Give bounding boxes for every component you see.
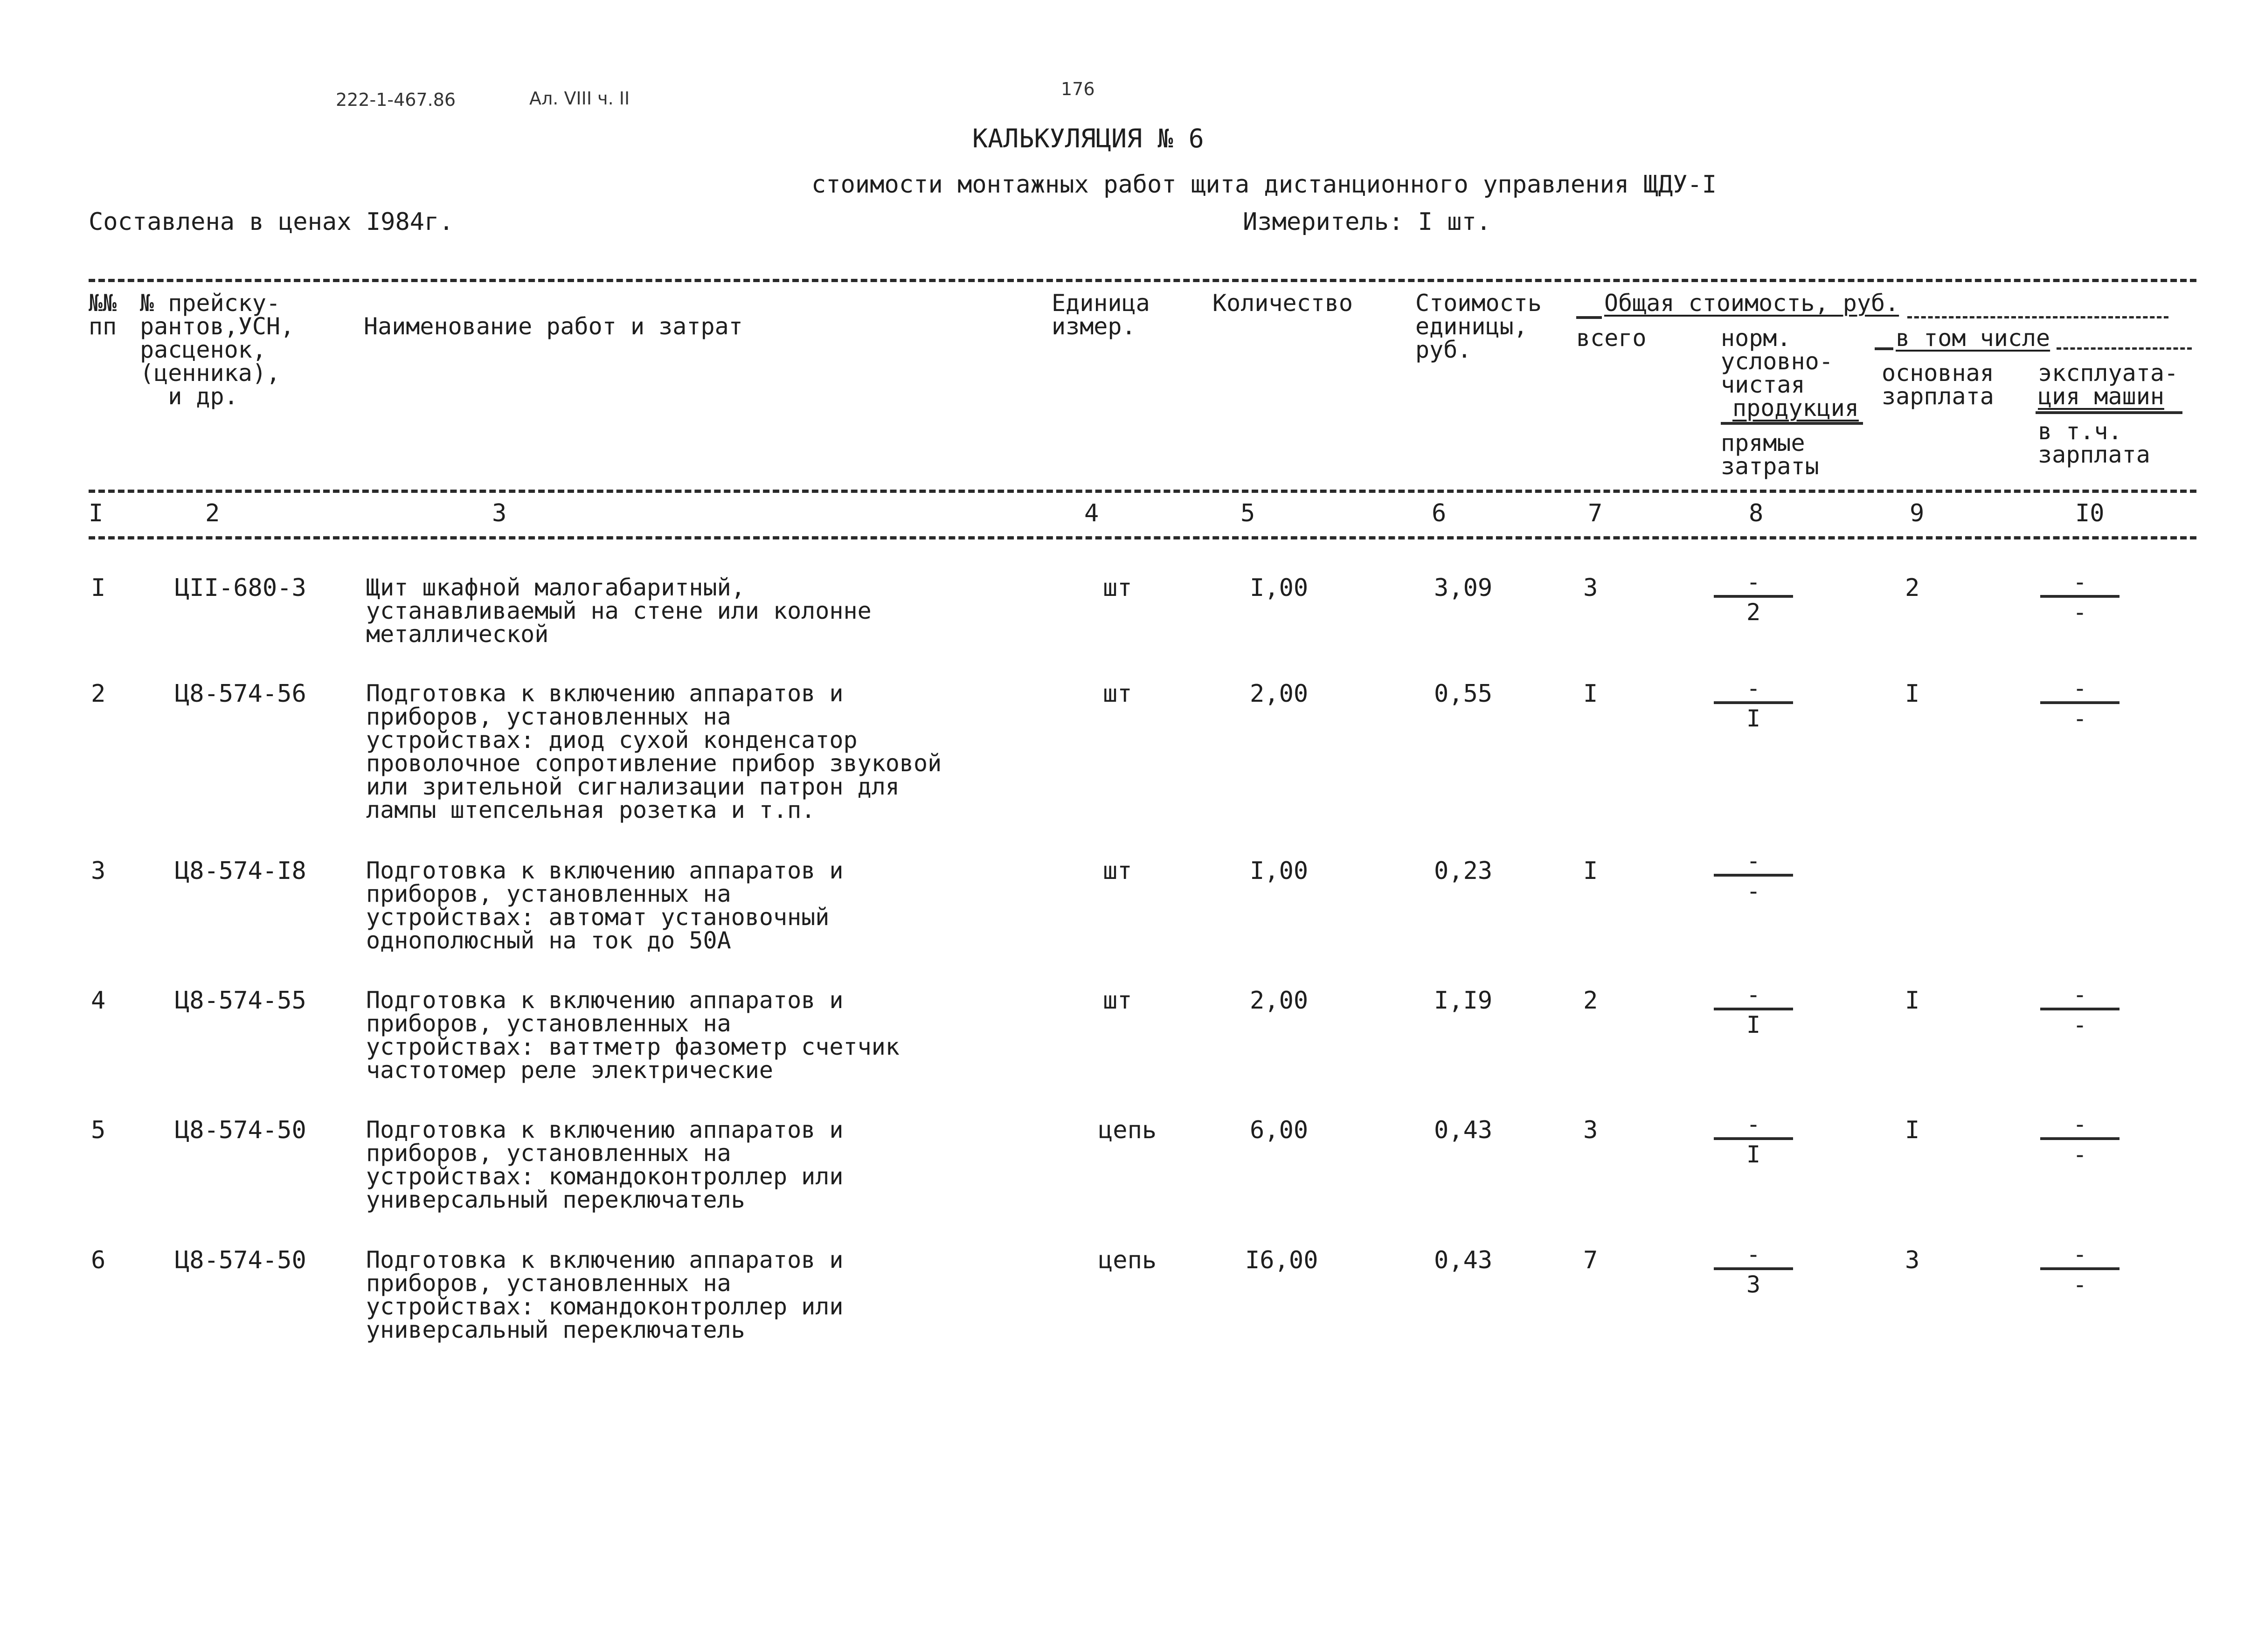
row-6-code: Ц8-574-50 [175,1246,306,1274]
row-6-machines-top: - [2072,1241,2087,1268]
total-cost-rule-right [1907,316,2168,318]
page-title: КАЛЬКУЛЯЦИЯ № 6 [972,124,1204,153]
row-4-norm-fraction [1714,982,1793,1037]
colnum-3: 3 [492,499,507,527]
header-row-number: №№ пп [89,290,117,340]
row-1-quantity: I,00 [1250,574,1309,602]
row-3-norm-bottom: - [1746,878,1761,905]
row-6-norm-top: - [1746,1241,1761,1268]
including-rule-right [2057,347,2192,350]
row-2-total: I [1583,680,1598,708]
row-5-number: 5 [91,1116,106,1144]
machines-divider [2036,411,2182,414]
row-3-code: Ц8-574-I8 [175,857,306,885]
row-4-total: 2 [1583,987,1598,1015]
row-1-unit-cost: 3,09 [1434,574,1493,602]
prices-note: Составлена в ценах I984г. [89,208,454,236]
header-top-rule [89,279,2196,282]
page-number: 176 [1061,79,1095,99]
total-cost-rule-left [1576,316,1602,319]
header-base-salary: основная зарплата [1882,359,1994,410]
row-4-quantity: 2,00 [1250,987,1309,1015]
row-1-norm-bottom: 2 [1746,599,1761,626]
row-4-code: Ц8-574-55 [175,987,306,1015]
header-norm-product: норм. условно- чистая [1721,325,1833,398]
row-2-name: Подготовка к включению аппаратов и приборов, установленных на устройствах: диод сухой конденсатор проволочное сопротивление прибор звуковой или зрительной сигнализации патрон для лампы штепсельная розетка и т.п. [366,680,942,823]
row-2-code: Ц8-574-56 [175,680,306,708]
row-6-norm-fraction [1714,1241,1793,1296]
header-total: всего [1576,325,1647,352]
header-machines-underlined: ция машин [2038,383,2164,410]
row-6-name: Подготовка к включению аппаратов и приборов, установленных на устройствах: командоконтроллер или универсальный переключатель [366,1246,844,1343]
measure-note: Измеритель: I шт. [1243,208,1491,236]
row-1-norm-top: - [1746,568,1761,595]
colnum-7: 7 [1588,499,1603,527]
row-2-norm-top: - [1746,675,1761,702]
row-1-norm-fraction [1714,569,1793,624]
row-6-unit: цепь [1098,1246,1157,1274]
row-3-quantity: I,00 [1250,857,1309,885]
row-2-unit: шт [1103,680,1132,708]
row-4-machines-top: - [2072,981,2087,1008]
header-price-list: № прейску- рантов,УСН, расценок, (ценника), и др. [140,290,295,410]
row-6-norm-bottom: 3 [1746,1271,1761,1298]
colnum-9: 9 [1910,499,1925,527]
row-5-machines-top: - [2072,1111,2087,1138]
row-5-unit: цепь [1098,1116,1157,1144]
row-6-machines-fraction [2040,1241,2119,1296]
row-4-norm-bottom: I [1746,1011,1761,1038]
colnum-6: 6 [1432,499,1447,527]
row-2-quantity: 2,00 [1250,680,1309,708]
row-4-name: Подготовка к включению аппаратов и приборов, установленных на устройствах: ваттметр фазометр счетчик частотомер реле электрические [366,987,900,1084]
row-2-unit-cost: 0,55 [1434,680,1493,708]
row-6-number: 6 [91,1246,106,1274]
row-5-unit-cost: 0,43 [1434,1116,1493,1144]
colnum-1: I [89,499,104,527]
row-5-machines-bottom: - [2072,1141,2087,1168]
row-2-machines-fraction [2040,675,2119,730]
row-6-unit-cost: 0,43 [1434,1246,1493,1274]
row-1-number: I [91,574,106,602]
row-4-salary: I [1905,987,1920,1015]
row-2-machines-bottom: - [2072,705,2087,732]
row-5-name: Подготовка к включению аппаратов и приборов, установленных на устройствах: командоконтроллер или универсальный переключатель [366,1116,844,1213]
row-5-salary: I [1905,1116,1920,1144]
row-4-machines-fraction [2040,982,2119,1037]
row-5-norm-bottom: I [1746,1141,1761,1168]
colnum-2: 2 [205,499,220,527]
header-norm-product-underlined: продукция [1732,394,1859,422]
header-including: в том числе [1896,325,2050,352]
row-6-machines-bottom: - [2072,1271,2087,1298]
row-2-norm-bottom: I [1746,705,1761,732]
including-rule-left [1875,347,1893,350]
row-1-machines-top: - [2072,568,2087,595]
row-6-salary: 3 [1905,1246,1920,1274]
row-1-machines-fraction [2040,569,2119,624]
row-5-quantity: 6,00 [1250,1116,1309,1144]
row-5-machines-fraction [2040,1111,2119,1166]
header-work-name: Наименование работ и затрат [364,313,743,340]
row-4-number: 4 [91,987,106,1015]
header-unit-cost: Стоимость единицы, руб. [1415,290,1542,363]
row-3-norm-top: - [1746,847,1761,874]
row-3-norm-fraction [1714,848,1793,903]
row-6-quantity: I6,00 [1245,1246,1318,1274]
row-4-unit: шт [1103,987,1132,1015]
row-4-norm-top: - [1746,981,1761,1008]
row-4-machines-bottom: - [2072,1011,2087,1038]
document-code-note: 222-1-467.86 [336,90,456,110]
row-1-code: ЦII-680-3 [175,574,306,602]
row-1-machines-bottom: - [2072,599,2087,626]
row-2-salary: I [1905,680,1920,708]
row-2-machines-top: - [2072,675,2087,702]
row-3-number: 3 [91,857,106,885]
row-3-unit: шт [1103,857,1132,885]
row-4-unit-cost: I,I9 [1434,987,1493,1015]
row-1-unit: шт [1103,574,1132,602]
header-unit: Единица измер. [1052,290,1150,340]
header-direct-costs: прямые затраты [1721,429,1819,480]
colnum-10: I0 [2075,499,2105,527]
page-subtitle: стоимости монтажных работ щита дистанционного управления ЩДУ-I [811,171,1717,199]
colnum-4: 4 [1084,499,1099,527]
row-2-number: 2 [91,680,106,708]
row-3-total: I [1583,857,1598,885]
album-note: Ал. VIII ч. II [529,88,630,109]
row-2-norm-fraction [1714,675,1793,730]
row-1-name: Щит шкафной малогабаритный, устанавливаемый на стене или колонне металлической [366,574,872,648]
header-bottom-rule [89,490,2196,493]
row-6-total: 7 [1583,1246,1598,1274]
row-3-name: Подготовка к включению аппаратов и приборов, установленных на устройствах: автомат установочный однополюсный на ток до 50А [366,857,844,954]
row-5-total: 3 [1583,1116,1598,1144]
row-5-norm-top: - [1746,1111,1761,1138]
row-1-salary: 2 [1905,574,1920,602]
header-total-cost: Общая стоимость, руб. [1604,290,1899,317]
colnum-8: 8 [1749,499,1764,527]
colnum-5: 5 [1240,499,1255,527]
header-machines-salary: в т.ч. зарплата [2038,418,2150,468]
norm-product-divider [1721,422,1863,425]
row-5-code: Ц8-574-50 [175,1116,306,1144]
row-3-unit-cost: 0,23 [1434,857,1493,885]
column-numbers-rule [89,536,2196,539]
row-5-norm-fraction [1714,1111,1793,1166]
header-quantity: Количество [1212,290,1353,317]
header-machines: эксплуата- [2038,359,2179,387]
row-1-total: 3 [1583,574,1598,602]
